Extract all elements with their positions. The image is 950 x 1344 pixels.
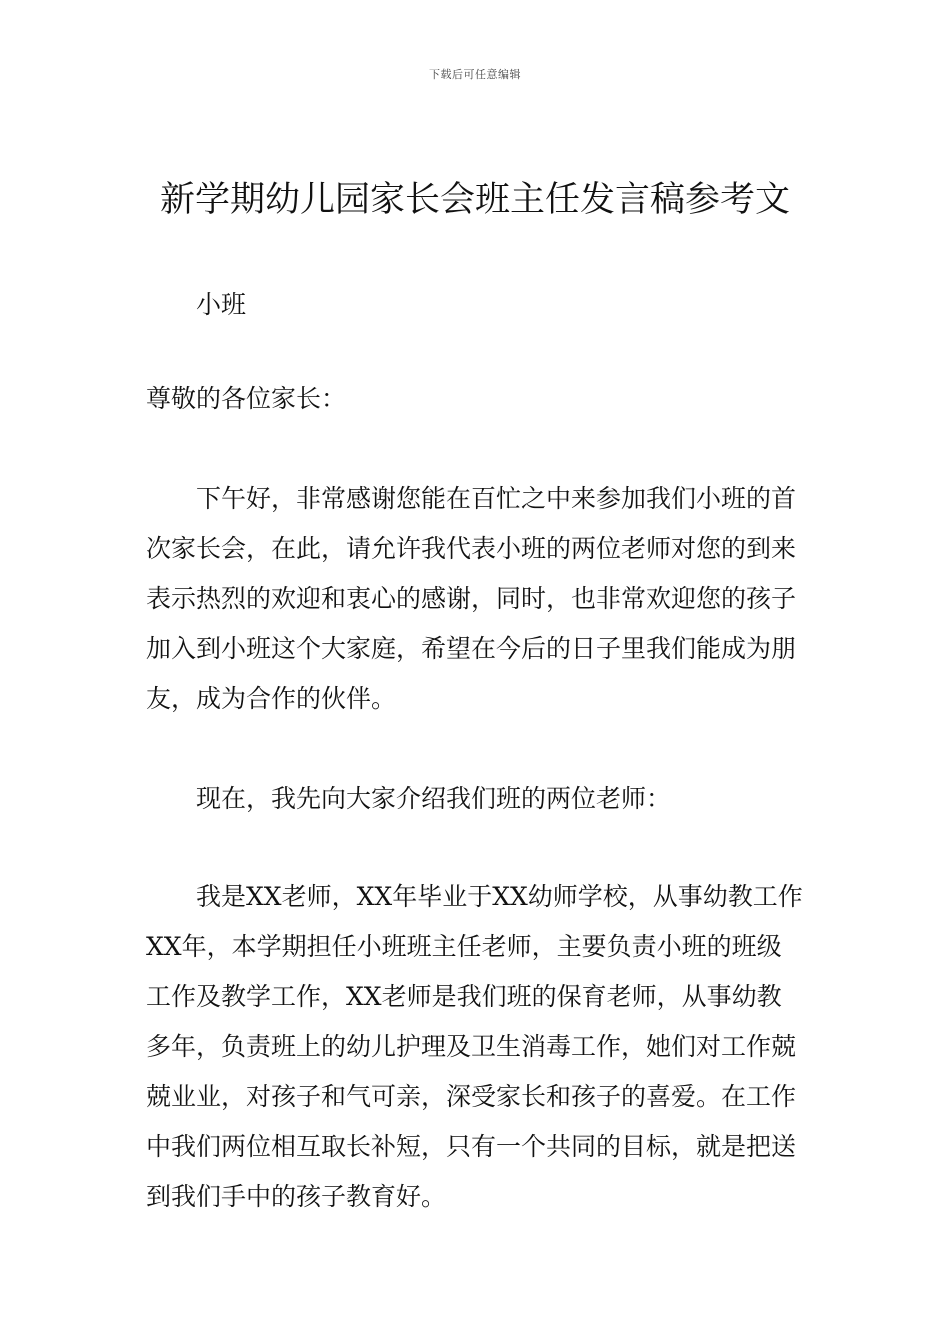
class-label: 小班: [196, 290, 247, 319]
paragraph-intro: 现在，我先向大家介绍我们班的两位老师：: [196, 784, 672, 813]
paragraph-teachers: 我是XX老师，XX年毕业于XX幼师学校，从事幼教工作XX年，本学期担任小班班主任老师，主要负责小班的班级工作及教学工作，XX老师是我们班的保育老师，从事幼教多年，负责班上的幼儿护理及卫生消毒工作，她们对工作兢兢业业，对孩子和气可亲，深受家长和孩子的喜爱。在工作中我们两位相互取长补短，只有一个共同的目标，就是把送到我们手中的孩子教育好。: [146, 882, 803, 1211]
paragraph-welcome: 下午好，非常感谢您能在百忙之中来参加我们小班的首次家长会，在此，请允许我代表小班的两位老师对您的到来表示热烈的欢迎和衷心的感谢，同时，也非常欢迎您的孩子加入到小班这个大家庭，希望在今后的日子里我们能成为朋友，成为合作的伙伴。: [146, 484, 797, 713]
header-note: 下载后可任意编辑: [429, 68, 521, 81]
document-title: 新学期幼儿园家长会班主任发言稿参考文: [159, 180, 790, 220]
greeting: 尊敬的各位家长：: [146, 384, 347, 413]
